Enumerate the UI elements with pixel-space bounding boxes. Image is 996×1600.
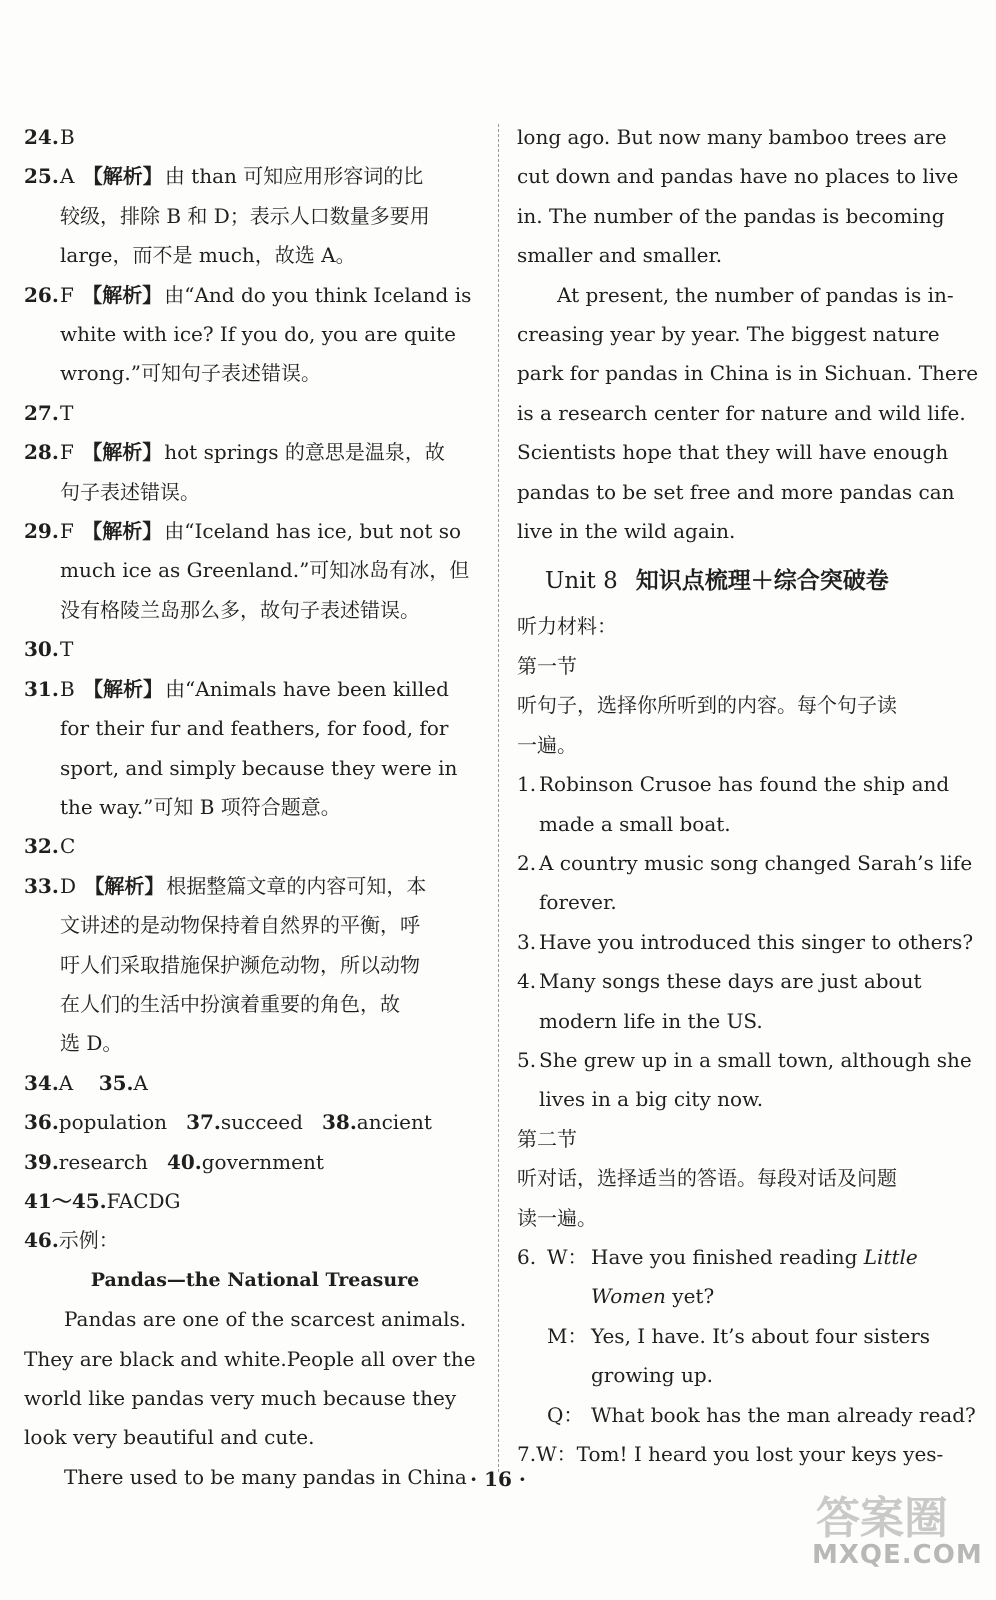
dialogue-text: Tom! I heard you lost your keys yes- — [576, 1442, 944, 1466]
item-number: 3. — [517, 929, 537, 954]
dialogue-text: yet? — [665, 1284, 715, 1309]
dialogue-text: growing up. — [591, 1363, 714, 1388]
watermark-url: MXQE.COM — [812, 1540, 983, 1570]
essay-line: There used to be many pandas in China — [64, 1464, 467, 1489]
watermark-logo: 答案圈 — [816, 1493, 948, 1544]
answer-number: 34. — [24, 1070, 59, 1095]
listening-label: 听力材料： — [517, 614, 617, 639]
essay-line: Scientists hope that they will have enough — [517, 440, 949, 465]
answer-number: 33. — [24, 873, 59, 898]
analysis-text: 吁人们采取措施保护濒危动物，所以动物 — [60, 952, 420, 977]
item-number: 4. — [517, 969, 537, 994]
answer-choice: B — [60, 676, 75, 701]
answer-choice: F — [60, 282, 74, 307]
answer-number: 36. — [24, 1110, 59, 1135]
listening-sentence-1 — [517, 765, 969, 844]
sentence-text: made a small boat. — [539, 811, 731, 836]
sentence-text: Have you introduced this singer to others? — [539, 929, 974, 954]
answer-31 — [24, 670, 486, 828]
analysis-text: 由“Animals have been killed — [165, 676, 449, 701]
answer-30 — [24, 630, 486, 669]
analysis-text: 由“Iceland has ice, but not so — [164, 519, 462, 544]
analysis-text: wrong.”可知句子表述错误。 — [60, 361, 321, 386]
answer-word: population — [58, 1110, 167, 1135]
essay-line: park for pandas in China is in Sichuan. There — [517, 361, 979, 386]
answer-24 — [24, 118, 486, 157]
dialogue-6-woman — [517, 1238, 969, 1317]
essay-line: smaller and smaller. — [517, 243, 723, 268]
sentence-text: A country music song changed Sarah’s life — [539, 850, 973, 875]
essay-paragraph-1 — [24, 1300, 486, 1458]
answer-number: 32. — [24, 834, 59, 859]
answer-word: government — [201, 1149, 324, 1174]
answer-number: 39. — [24, 1149, 59, 1174]
book-title: Women — [591, 1284, 666, 1309]
book-title: Little — [863, 1244, 918, 1269]
sentence-text: forever. — [539, 890, 617, 915]
essay-line: live in the wild again. — [517, 519, 736, 544]
essay-line: is a research center for nature and wild life. — [517, 400, 966, 425]
essay-line: They are black and white.People all over the — [24, 1346, 476, 1371]
sentence-text: lives in a big city now. — [539, 1087, 764, 1112]
analysis-text: 由 than 可知应用形容词的比 — [164, 164, 424, 189]
analysis-text: large，而不是 much，故选 A。 — [60, 243, 356, 268]
analysis-tag: 【解析】 — [82, 164, 163, 189]
item-number: 7. — [517, 1442, 537, 1466]
essay-line: look very beautiful and cute. — [24, 1425, 315, 1450]
item-number: 5. — [517, 1047, 537, 1072]
unit-heading — [517, 557, 969, 605]
answer-choice: F — [60, 440, 74, 465]
listening-sentence-5 — [517, 1041, 972, 1120]
essay-line: Pandas are one of the scarcest animals. — [64, 1307, 467, 1332]
analysis-text: hot springs 的意思是温泉，故 — [164, 440, 445, 465]
answer-28 — [24, 433, 486, 512]
analysis-text: 句子表述错误。 — [60, 479, 200, 504]
answer-word: ancient — [356, 1110, 432, 1135]
analysis-tag: 【解析】 — [83, 676, 164, 701]
sentence-text: Many songs these days are just about — [539, 969, 922, 994]
answers-39-40 — [24, 1143, 486, 1182]
answer-number: 26. — [24, 282, 59, 307]
answer-choice: B — [60, 125, 75, 149]
unit-number: Unit 8 — [545, 568, 618, 595]
analysis-tag: 【解析】 — [82, 282, 163, 307]
analysis-tag: 【解析】 — [84, 873, 165, 898]
unit-title: 知识点梳理＋综合突破卷 — [635, 567, 889, 595]
essay-line: in. The number of the pandas is becoming — [517, 203, 945, 228]
answer-choice: D — [60, 873, 77, 898]
essay-line: cut down and pandas have no places to live — [517, 164, 959, 189]
dialogue-6-man — [517, 1317, 969, 1396]
speaker-label: W： — [536, 1442, 577, 1466]
answers-41-45 — [24, 1182, 486, 1221]
answer-number: 29. — [24, 519, 59, 544]
analysis-text: 选 D。 — [60, 1031, 123, 1056]
answer-32 — [24, 827, 486, 866]
answer-choice: T — [60, 637, 74, 662]
answer-number: 25. — [24, 164, 59, 189]
analysis-text: the way.”可知 B 项符合题意。 — [60, 794, 341, 819]
answer-choice: A — [133, 1070, 148, 1095]
speaker-label: M： — [547, 1323, 588, 1348]
page-number: · 16 · — [470, 1467, 526, 1491]
analysis-text: 由“And do you think Iceland is — [164, 282, 472, 307]
essay-line: creasing year by year. The biggest nature — [517, 322, 940, 347]
answer-number: 37. — [186, 1110, 221, 1135]
analysis-text: 文讲述的是动物保持着自然界的平衡，呼 — [60, 913, 420, 938]
section-instruction: 读一遍。 — [517, 1205, 597, 1230]
answer-number: 24. — [24, 125, 59, 149]
essay-paragraph-2-continued — [517, 118, 969, 276]
answer-27 — [24, 394, 486, 433]
dialogue-text: What book has the man already read? — [591, 1402, 976, 1427]
left-column — [24, 118, 486, 1497]
essay-line: long ago. But now many bamboo trees are — [517, 125, 947, 149]
item-number: 2. — [517, 850, 537, 875]
answer-number: 38. — [321, 1110, 357, 1135]
essay-title: Pandas—the National Treasure — [90, 1268, 420, 1291]
answer-choice: A — [60, 164, 75, 189]
answer-label: 示例： — [58, 1228, 119, 1253]
analysis-text: 没有格陵兰岛那么多，故句子表述错误。 — [60, 597, 420, 622]
analysis-text: 根据整篇文章的内容可知，本 — [166, 873, 427, 898]
column-divider — [498, 124, 499, 1472]
answer-word: research — [58, 1149, 148, 1174]
analysis-text: sport, and simply because they were in — [60, 755, 458, 780]
section-heading: 第二节 — [517, 1126, 577, 1151]
analysis-text: for their fur and feathers, for food, for — [60, 716, 449, 741]
answer-number: 41～45. — [24, 1188, 107, 1213]
answer-25 — [24, 157, 486, 275]
dialogue-text: Yes, I have. It’s about four sisters — [591, 1323, 931, 1348]
listening-sentence-4 — [517, 962, 969, 1041]
item-number: 1. — [517, 772, 537, 797]
analysis-text: 在人们的生活中扮演着重要的角色，故 — [60, 991, 400, 1016]
dialogue-text: Have you finished reading — [591, 1244, 864, 1269]
sentence-text: She grew up in a small town, although she — [539, 1047, 972, 1072]
dialogue-6-question — [517, 1396, 976, 1435]
essay-line: world like pandas very much because they — [24, 1386, 457, 1410]
listening-sentence-3 — [517, 923, 974, 962]
answer-number: 30. — [24, 637, 59, 662]
answer-26 — [24, 276, 486, 394]
answer-number: 40. — [166, 1149, 202, 1174]
answer-number: 31. — [24, 676, 59, 701]
right-column — [517, 118, 979, 1474]
answer-choice: T — [60, 400, 74, 425]
answers-34-35 — [24, 1064, 486, 1103]
essay-line: At present, the number of pandas is in- — [557, 282, 954, 307]
sentence-text: modern life in the US. — [539, 1008, 763, 1033]
answer-word: succeed — [220, 1110, 303, 1135]
essay-paragraph-3 — [517, 276, 979, 552]
speaker-label: W： — [547, 1244, 588, 1269]
answer-number: 28. — [24, 440, 59, 465]
listening-sentence-2 — [517, 844, 973, 923]
answer-choice: A — [58, 1070, 74, 1095]
essay-line: pandas to be set free and more pandas can — [517, 479, 955, 504]
answer-number: 27. — [24, 400, 59, 425]
answer-46 — [24, 1221, 486, 1260]
speaker-label: Q： — [547, 1402, 584, 1427]
section-heading: 第一节 — [517, 653, 577, 678]
analysis-text: much ice as Greenland.”可知冰岛有冰，但 — [60, 558, 470, 583]
analysis-text: 较级，排除 B 和 D；表示人口数量多要用 — [60, 203, 430, 228]
section-instruction: 一遍。 — [517, 732, 577, 757]
answers-36-38 — [24, 1103, 486, 1142]
section-instruction: 听句子，选择你所听到的内容。每个句子读 — [517, 693, 897, 718]
answer-29 — [24, 512, 486, 630]
item-number: 6. — [517, 1244, 537, 1269]
analysis-tag: 【解析】 — [82, 440, 163, 465]
answer-choice: F — [60, 519, 74, 544]
section-instruction: 听对话，选择适当的答语。每段对话及问题 — [517, 1166, 897, 1191]
sentence-text: Robinson Crusoe has found the ship and — [539, 772, 950, 797]
answer-choice: FACDG — [106, 1188, 181, 1213]
answer-33 — [24, 867, 486, 1064]
answer-number: 35. — [98, 1070, 134, 1095]
answer-number: 46. — [24, 1228, 59, 1253]
analysis-tag: 【解析】 — [82, 519, 163, 544]
answer-choice: C — [60, 834, 76, 859]
analysis-text: white with ice? If you do, you are quite — [60, 322, 456, 347]
